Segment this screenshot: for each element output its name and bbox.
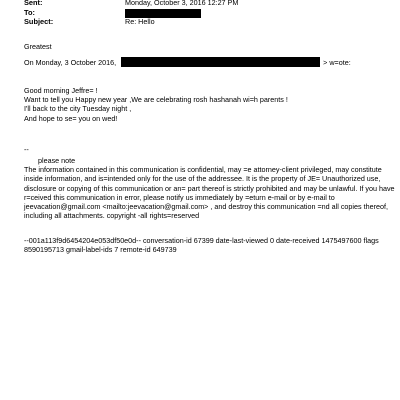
message-line: I'll back to the city Tuesday night ,	[24, 104, 132, 114]
to-value-redacted	[125, 8, 201, 18]
subject-label: Subject:	[24, 17, 54, 26]
message-line: Good morning Jeffre= !	[24, 86, 98, 95]
please-note: please note	[38, 156, 76, 165]
metadata-line: --001a113f9d6454204e053df50e0d-- conversation-id 67399 date-last-viewed 0 date-received 1475497600 flags	[24, 236, 379, 245]
metadata-line: 8590195713 gmail-label-ids 7 remote-id 649739	[24, 245, 177, 255]
quote-attribution	[24, 58, 351, 68]
message-body	[24, 86, 374, 123]
quote-prefix: On Monday, 3 October 2016,	[24, 58, 117, 67]
email-header	[24, 0, 384, 27]
message-line: And hope to se= you on wed!	[24, 113, 118, 123]
disclaimer-line: The information contained in this communication is confidential, may =e attorney-client privileged, may constitute	[24, 165, 382, 174]
quote-suffix: > w=ote:	[323, 58, 351, 67]
subject-row	[24, 17, 384, 27]
confidentiality-disclaimer	[24, 165, 395, 221]
disclaimer-line: jeevacation@gmail.com <mailto:jeevacation@gmail.com> , and destroy this communication =nd all copies thereof,	[24, 202, 388, 212]
sent-label: Sent:	[24, 0, 43, 7]
disclaimer-line: including all attachments. copyright -all rights=reserved	[24, 211, 200, 221]
disclaimer-line: disclosure or copying of this communication or an= part thereof is strictly prohibited and may be unlawful. If you have	[24, 183, 395, 193]
salutation: Greatest	[24, 42, 52, 51]
sent-row	[24, 0, 384, 8]
to-label: To:	[24, 7, 35, 17]
disclaimer-line: r=ceived this communication in error, please notify us immediately by =eturn e-mail or by e-mail to	[24, 192, 335, 202]
redaction-bar	[121, 57, 320, 67]
sent-value: Monday, October 3, 2016 12:27 PM	[125, 0, 239, 7]
signature-separator: --	[24, 145, 29, 154]
to-row	[24, 8, 384, 18]
message-line: Want to tell you Happy new year ,We are celebrating rosh hashanah wi=h parents !	[24, 95, 288, 105]
subject-value: Re: Hello	[125, 17, 155, 26]
message-metadata	[24, 236, 380, 255]
disclaimer-line: inside information, and is=intended only for the use of the addressee. It is the property of JE= Unauthorized use,	[24, 174, 381, 184]
